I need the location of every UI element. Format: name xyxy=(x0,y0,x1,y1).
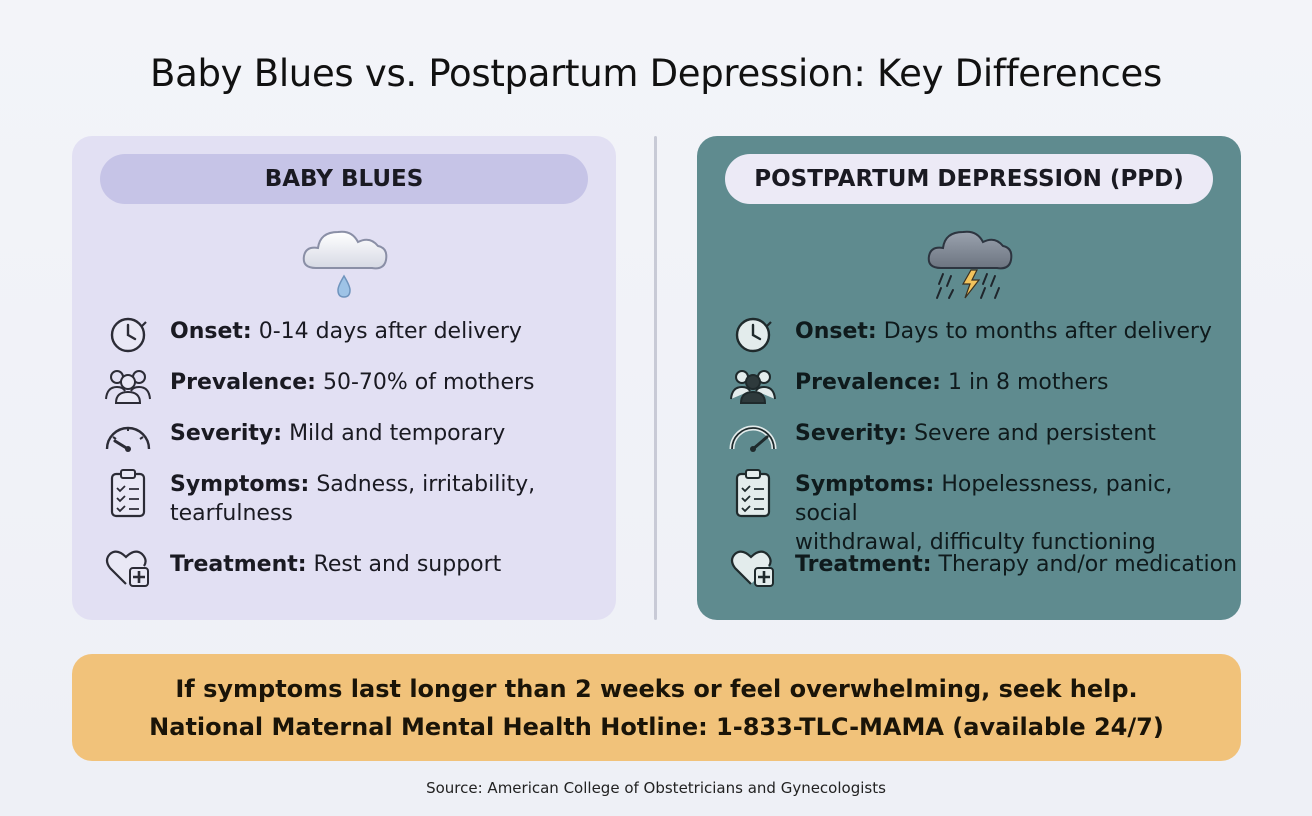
ppd-heading: POSTPARTUM DEPRESSION (PPD) xyxy=(725,154,1213,204)
ppd-panel xyxy=(697,136,1241,620)
prevalence-value: 1 in 8 mothers xyxy=(947,370,1109,395)
source-citation: Source: American College of Obstetricians and Gynecologists xyxy=(426,779,886,797)
onset-label: Onset: xyxy=(795,319,877,344)
prevalence-label: Prevalence: xyxy=(170,370,316,395)
center-divider xyxy=(654,136,657,620)
cloud-raindrop-icon xyxy=(294,218,394,304)
treatment-label: Treatment: xyxy=(170,552,307,577)
symptoms-row xyxy=(727,465,1242,557)
page-title: Baby Blues vs. Postpartum Depression: Key Differences xyxy=(150,52,1162,95)
help-banner xyxy=(72,654,1241,761)
onset-row xyxy=(102,312,602,356)
onset-row xyxy=(727,312,1242,356)
banner-line-1: If symptoms last longer than 2 weeks or feel overwhelming, seek help. xyxy=(175,674,1138,703)
gauge-high-icon xyxy=(727,414,779,458)
heart-plus-icon xyxy=(102,545,154,589)
symptoms-value-cont: withdrawal, difficulty functioning xyxy=(795,530,1156,555)
prevalence-row xyxy=(727,363,1242,407)
severity-value: Mild and temporary xyxy=(289,421,506,446)
symptoms-value: Hopelessness, panic, social xyxy=(795,472,1173,526)
people-group-icon xyxy=(102,363,154,407)
onset-value: 0-14 days after delivery xyxy=(258,319,522,344)
treatment-value: Rest and support xyxy=(313,552,502,577)
treatment-value: Therapy and/or medication xyxy=(938,552,1238,577)
storm-cloud-lightning-icon xyxy=(919,218,1019,304)
onset-value: Days to months after delivery xyxy=(883,319,1212,344)
treatment-row xyxy=(102,545,602,589)
severity-row xyxy=(102,414,602,458)
gauge-low-icon xyxy=(102,414,154,458)
severity-row xyxy=(727,414,1242,458)
symptoms-value: Sadness, irritability, xyxy=(316,472,536,497)
symptoms-label: Symptoms: xyxy=(170,472,310,497)
clock-icon xyxy=(727,312,779,356)
symptoms-row xyxy=(102,465,602,528)
heart-plus-icon xyxy=(727,545,779,589)
banner-line-2: National Maternal Mental Health Hotline: 1-833-TLC-MAMA (available 24/7) xyxy=(149,712,1164,741)
prevalence-row xyxy=(102,363,602,407)
baby-blues-panel xyxy=(72,136,616,620)
severity-label: Severity: xyxy=(795,421,908,446)
prevalence-label: Prevalence: xyxy=(795,370,941,395)
symptoms-label: Symptoms: xyxy=(795,472,935,497)
treatment-row xyxy=(727,545,1242,589)
severity-value: Severe and persistent xyxy=(914,421,1156,446)
clock-icon xyxy=(102,312,154,356)
symptoms-value-cont: tearfulness xyxy=(170,501,293,526)
clipboard-checklist-icon xyxy=(102,465,154,521)
people-group-icon xyxy=(727,363,779,407)
onset-label: Onset: xyxy=(170,319,252,344)
severity-label: Severity: xyxy=(170,421,283,446)
clipboard-checklist-icon xyxy=(727,465,779,521)
baby-blues-heading: BABY BLUES xyxy=(100,154,588,204)
treatment-label: Treatment: xyxy=(795,552,932,577)
prevalence-value: 50-70% of mothers xyxy=(322,370,535,395)
